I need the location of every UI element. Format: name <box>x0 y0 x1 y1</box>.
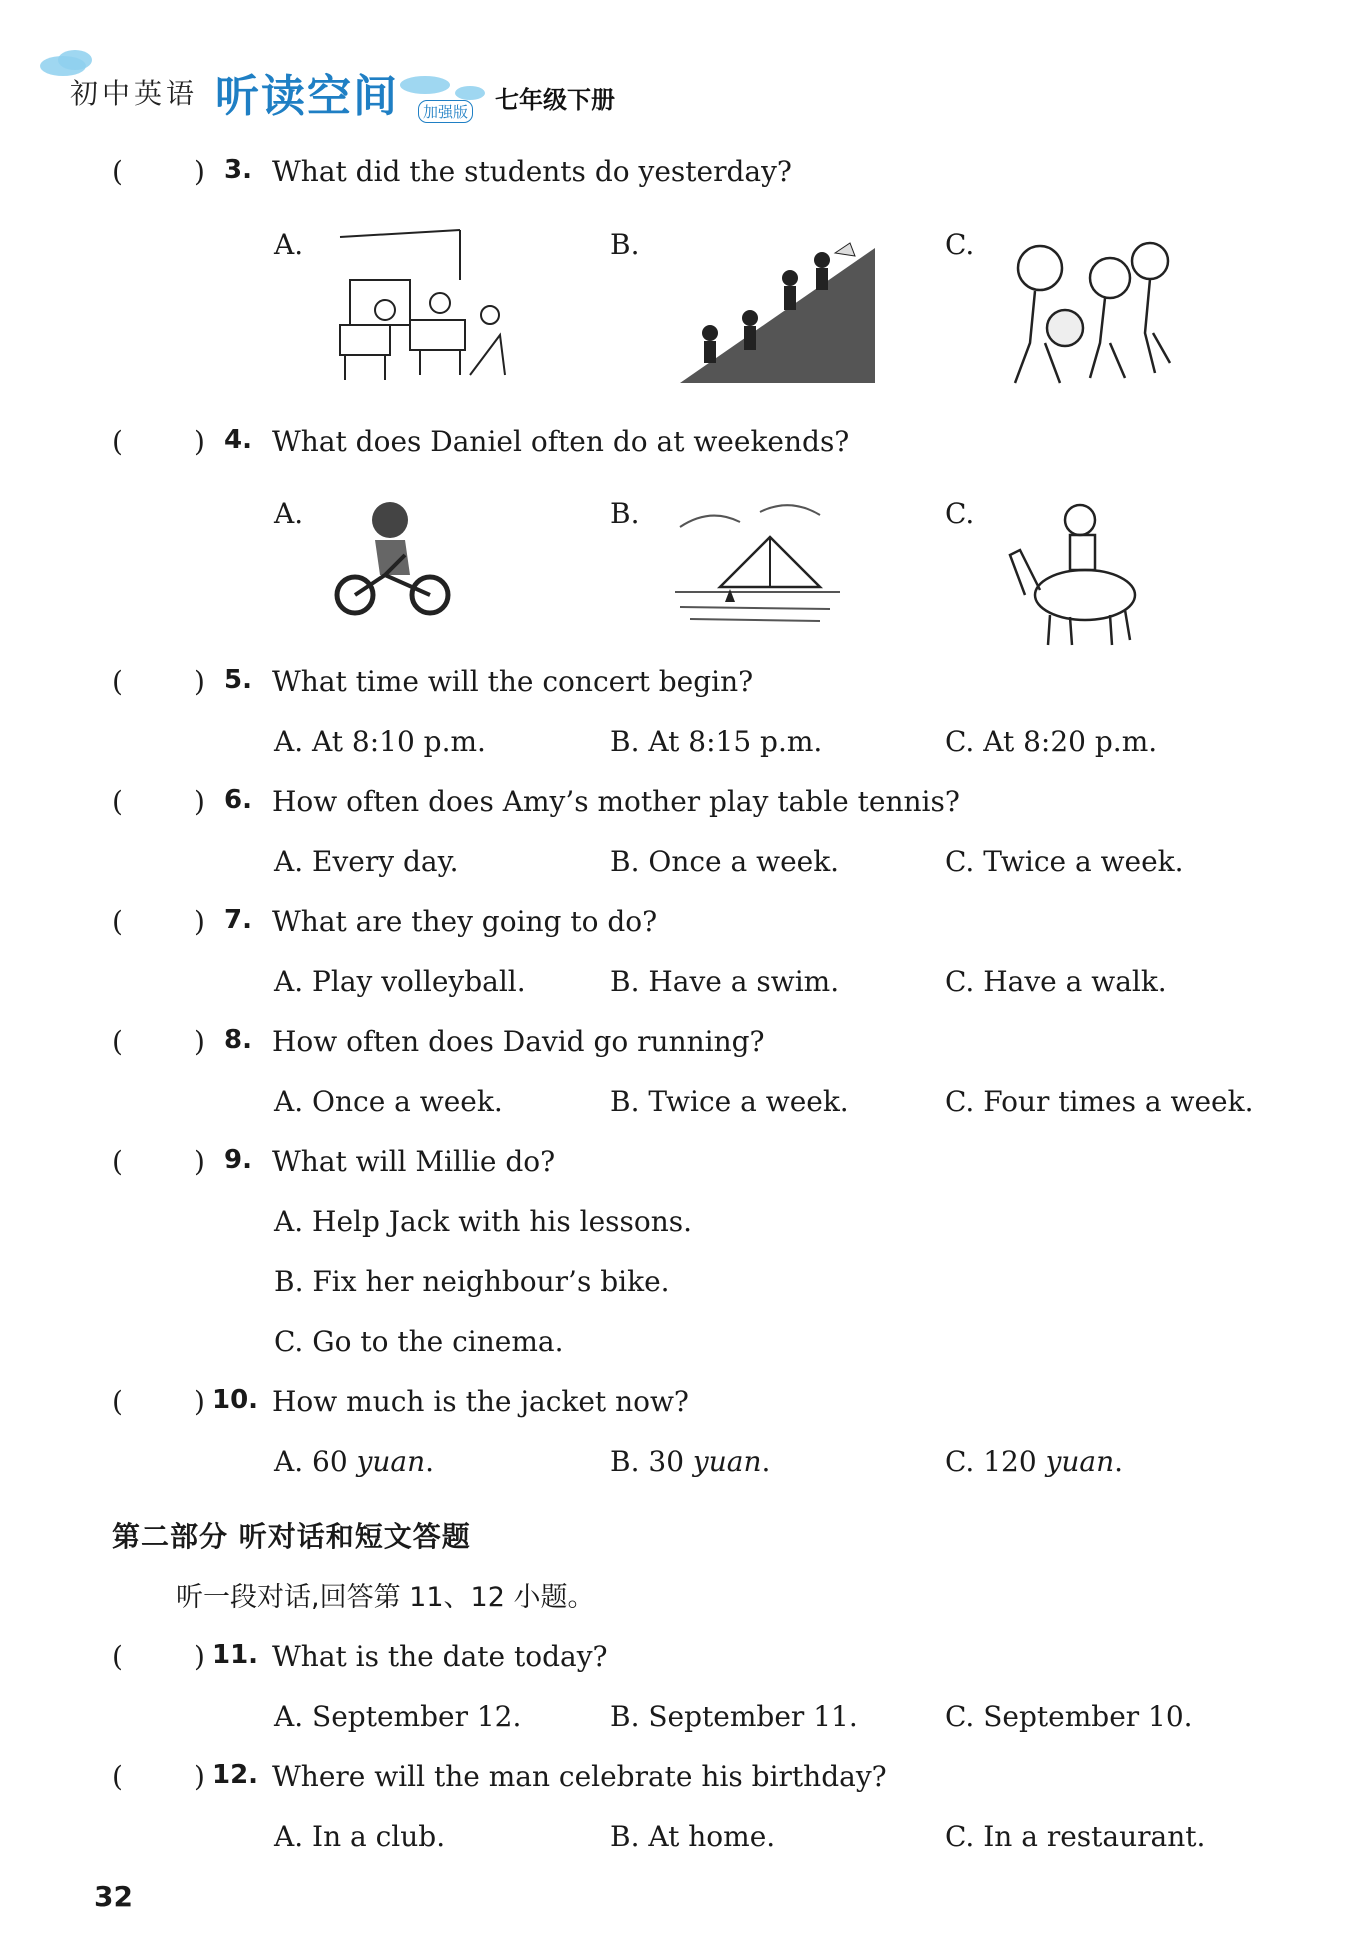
question-text: What time will the concert begin? <box>272 665 754 698</box>
option-a: A. Every day. <box>274 845 459 878</box>
option-unit: yuan <box>1045 1445 1115 1478</box>
option-c: C. Four times a week. <box>945 1085 1254 1118</box>
question-number: 6. <box>224 785 252 815</box>
answer-paren-left: ( <box>112 665 123 698</box>
option-label-c: C. <box>945 228 975 261</box>
section-title: 第二部分 听对话和短文答题 <box>112 1520 471 1553</box>
option-a: A. In a club. <box>274 1820 446 1853</box>
option-a <box>274 1445 434 1478</box>
option-c: C. At 8:20 p.m. <box>945 725 1158 758</box>
answer-paren-right: ) <box>194 1025 205 1058</box>
question-number: 11. <box>212 1640 259 1670</box>
series-title: 初中英语 <box>70 77 199 110</box>
option-a: A. At 8:10 p.m. <box>274 725 486 758</box>
question-text: What did the students do yesterday? <box>272 155 792 188</box>
answer-paren-right: ) <box>194 425 205 458</box>
option-label-a: A. <box>274 497 304 530</box>
horse-riding-illustration <box>1000 495 1145 650</box>
option-b: B. Have a swim. <box>610 965 840 998</box>
answer-paren-right: ) <box>194 155 205 188</box>
answer-paren-left: ( <box>112 1385 123 1418</box>
question-text: How often does Amy’s mother play table tennis? <box>272 785 960 818</box>
question-text: How often does David go running? <box>272 1025 765 1058</box>
option-text: A. 60 <box>274 1445 357 1478</box>
answer-paren-right: ) <box>194 1760 205 1793</box>
answer-paren-right: ) <box>194 1640 205 1673</box>
option-c: C. In a restaurant. <box>945 1820 1206 1853</box>
grade-label: 七年级下册 <box>495 86 615 114</box>
section-instruction: 听一段对话,回答第 11、12 小题。 <box>176 1582 595 1613</box>
camping-illustration <box>670 497 845 627</box>
question-text: What does Daniel often do at weekends? <box>272 425 850 458</box>
answer-paren-left: ( <box>112 785 123 818</box>
book-header <box>40 50 740 130</box>
answer-paren-left: ( <box>112 1640 123 1673</box>
answer-paren-right: ) <box>194 1385 205 1418</box>
hiking-illustration <box>680 238 875 383</box>
option-b: B. At 8:15 p.m. <box>610 725 823 758</box>
option-unit: yuan <box>692 1445 762 1478</box>
answer-paren-left: ( <box>112 155 123 188</box>
question-number: 5. <box>224 665 252 695</box>
classroom-illustration <box>330 225 510 385</box>
question-number: 8. <box>224 1025 252 1055</box>
option-c: C. Have a walk. <box>945 965 1167 998</box>
option-a: A. Play volleyball. <box>274 965 526 998</box>
option-a: A. Once a week. <box>274 1085 503 1118</box>
question-text: How much is the jacket now? <box>272 1385 689 1418</box>
question-number: 4. <box>224 425 252 455</box>
option-c: C. Go to the cinema. <box>274 1325 564 1358</box>
question-text: What is the date today? <box>272 1640 608 1673</box>
answer-paren-left: ( <box>112 1145 123 1178</box>
option-c: C. September 10. <box>945 1700 1193 1733</box>
answer-paren-right: ) <box>194 665 205 698</box>
question-number: 9. <box>224 1145 252 1175</box>
option-a: A. Help Jack with his lessons. <box>274 1205 693 1238</box>
answer-paren-left: ( <box>112 425 123 458</box>
option-text: C. 120 <box>945 1445 1046 1478</box>
option-c: C. Twice a week. <box>945 845 1184 878</box>
option-text: B. 30 <box>610 1445 693 1478</box>
logo-title: 听读空间 <box>215 71 399 122</box>
option-label-b: B. <box>610 228 640 261</box>
question-text: Where will the man celebrate his birthday? <box>272 1760 887 1793</box>
option-b: B. September 11. <box>610 1700 858 1733</box>
answer-paren-right: ) <box>194 1145 205 1178</box>
option-b: B. At home. <box>610 1820 776 1853</box>
option-label-b: B. <box>610 497 640 530</box>
option-b: B. Twice a week. <box>610 1085 849 1118</box>
option-b: B. Once a week. <box>610 845 840 878</box>
option-suffix: . <box>425 1445 435 1478</box>
answer-paren-right: ) <box>194 905 205 938</box>
edition-badge: 加强版 <box>418 100 473 123</box>
option-b: B. Fix her neighbour’s bike. <box>274 1265 670 1298</box>
option-c <box>945 1445 1123 1478</box>
option-b <box>610 1445 770 1478</box>
question-text: What are they going to do? <box>272 905 658 938</box>
option-suffix: . <box>1114 1445 1124 1478</box>
question-number: 7. <box>224 905 252 935</box>
question-text: What will Millie do? <box>272 1145 556 1178</box>
question-number: 12. <box>212 1760 259 1790</box>
option-suffix: . <box>761 1445 771 1478</box>
answer-paren-left: ( <box>112 1760 123 1793</box>
answer-paren-left: ( <box>112 905 123 938</box>
answer-paren-left: ( <box>112 1025 123 1058</box>
option-label-a: A. <box>274 228 304 261</box>
page-number: 32 <box>94 1880 133 1913</box>
option-unit: yuan <box>356 1445 426 1478</box>
football-boys-illustration <box>1005 233 1180 393</box>
question-number: 3. <box>224 155 252 185</box>
question-number: 10. <box>212 1385 259 1415</box>
option-a: A. September 12. <box>274 1700 522 1733</box>
cycling-illustration <box>330 495 455 620</box>
option-label-c: C. <box>945 497 975 530</box>
answer-paren-right: ) <box>194 785 205 818</box>
